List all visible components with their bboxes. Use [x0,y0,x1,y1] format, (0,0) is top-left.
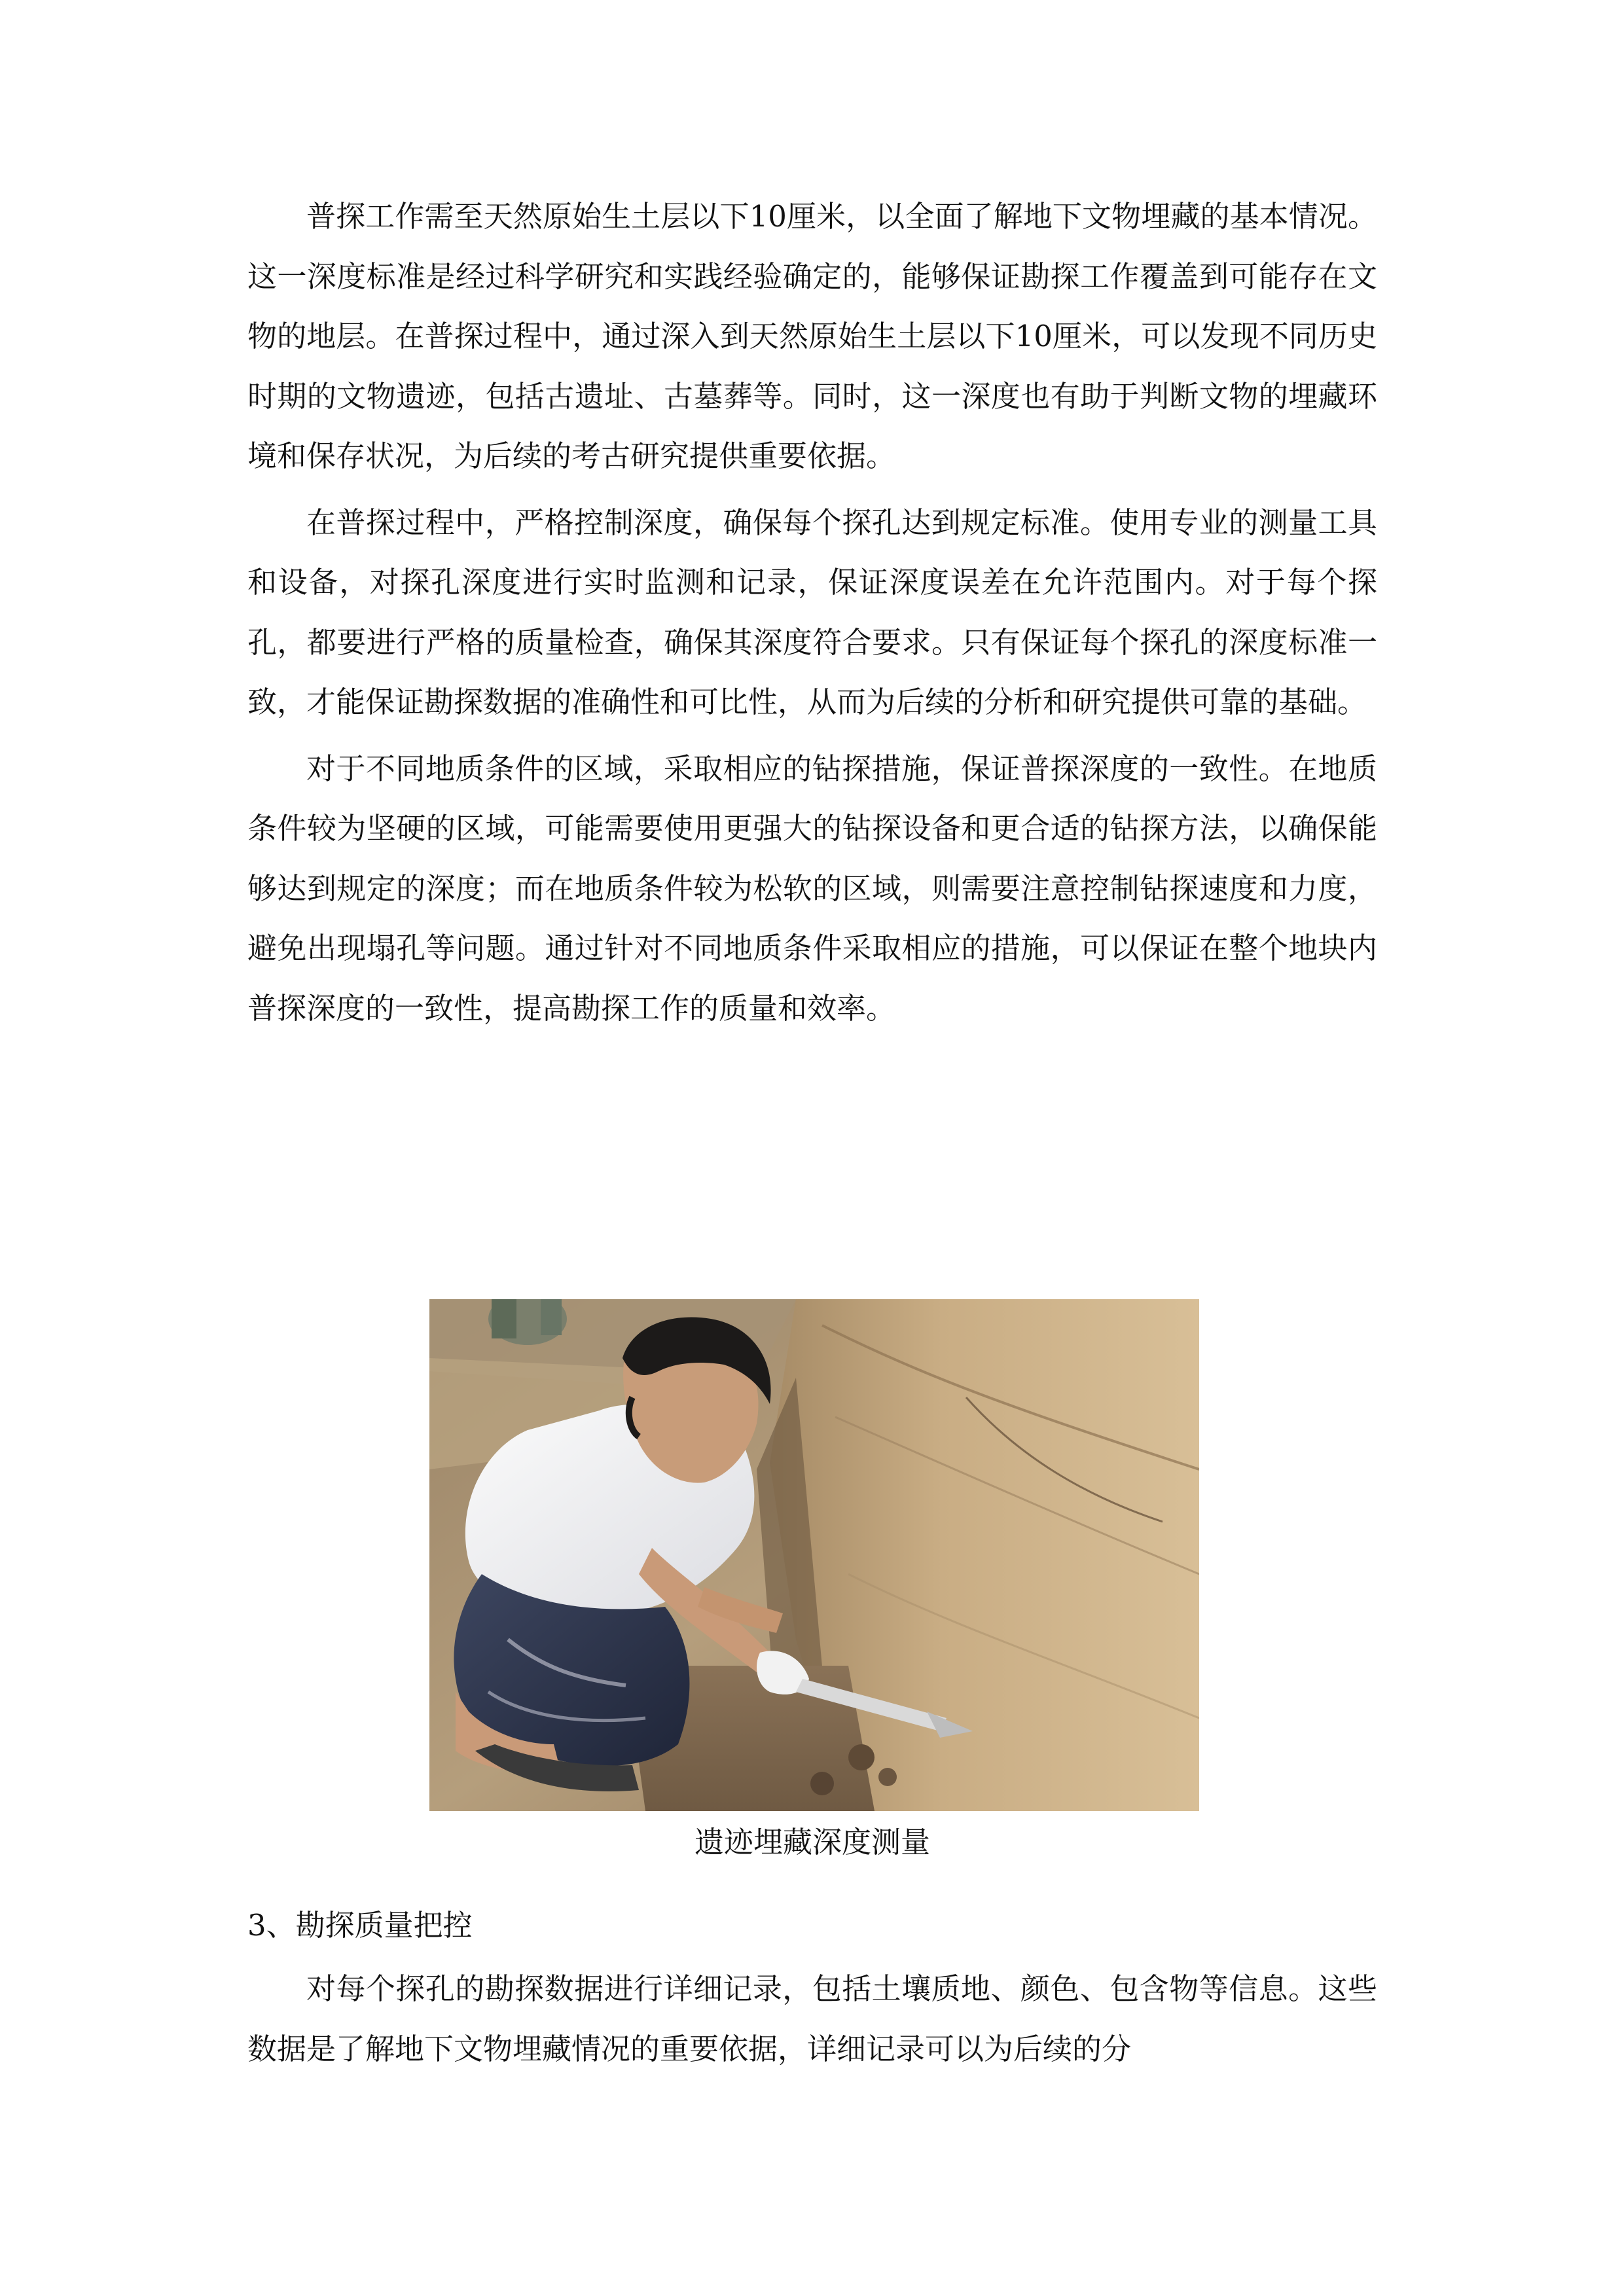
body-text-top [247,187,1377,1038]
paragraph-depth-standard: 普探工作需至天然原始生土层以下10厘米，以全面了解地下文物埋藏的基本情况。这一深度标准是经过科学研究和实践经验确定的，能够保证勘探工作覆盖到可能存在文物的地层。在普探过程中，通过深入到天然原始生土层以下10厘米，可以发现不同历史时期的文物遗迹，包括古遗址、古墓葬等。同时，这一深度也有助于判断文物的埋藏环境和保存状况，为后续的考古研究提供重要依据。 [247,199,1377,473]
figure-caption: 遗迹埋藏深度测量 [694,1825,930,1859]
excavation-photo [429,1299,1199,1811]
body-text-bottom [247,1959,1377,2079]
section-heading: 3、勘探质量把控 [247,1908,473,1943]
paragraph-data-recording: 对每个探孔的勘探数据进行详细记录，包括土壤质地、颜色、包含物等信息。这些数据是了解地下文物埋藏情况的重要依据，详细记录可以为后续的分 [247,1971,1377,2066]
paragraph-geology-measures: 对于不同地质条件的区域，采取相应的钻探措施，保证普探深度的一致性。在地质条件较为坚硬的区域，可能需要使用更强大的钻探设备和更合适的钻探方法，以确保能够达到规定的深度；而在地质条件较为松软的区域，则需要注意控制钻探速度和力度，避免出现塌孔等问题。通过针对不同地质条件采取相应的措施，可以保证在整个地块内普探深度的一致性，提高勘探工作的质量和效率。 [247,751,1377,1026]
paragraph-depth-control: 在普探过程中，严格控制深度，确保每个探孔达到规定标准。使用专业的测量工具和设备，对探孔深度进行实时监测和记录，保证深度误差在允许范围内。对于每个探孔，都要进行严格的质量检查，确保其深度符合要求。只有保证每个探孔的深度标准一致，才能保证勘探数据的准确性和可比性，从而为后续的分析和研究提供可靠的基础。 [247,505,1377,719]
